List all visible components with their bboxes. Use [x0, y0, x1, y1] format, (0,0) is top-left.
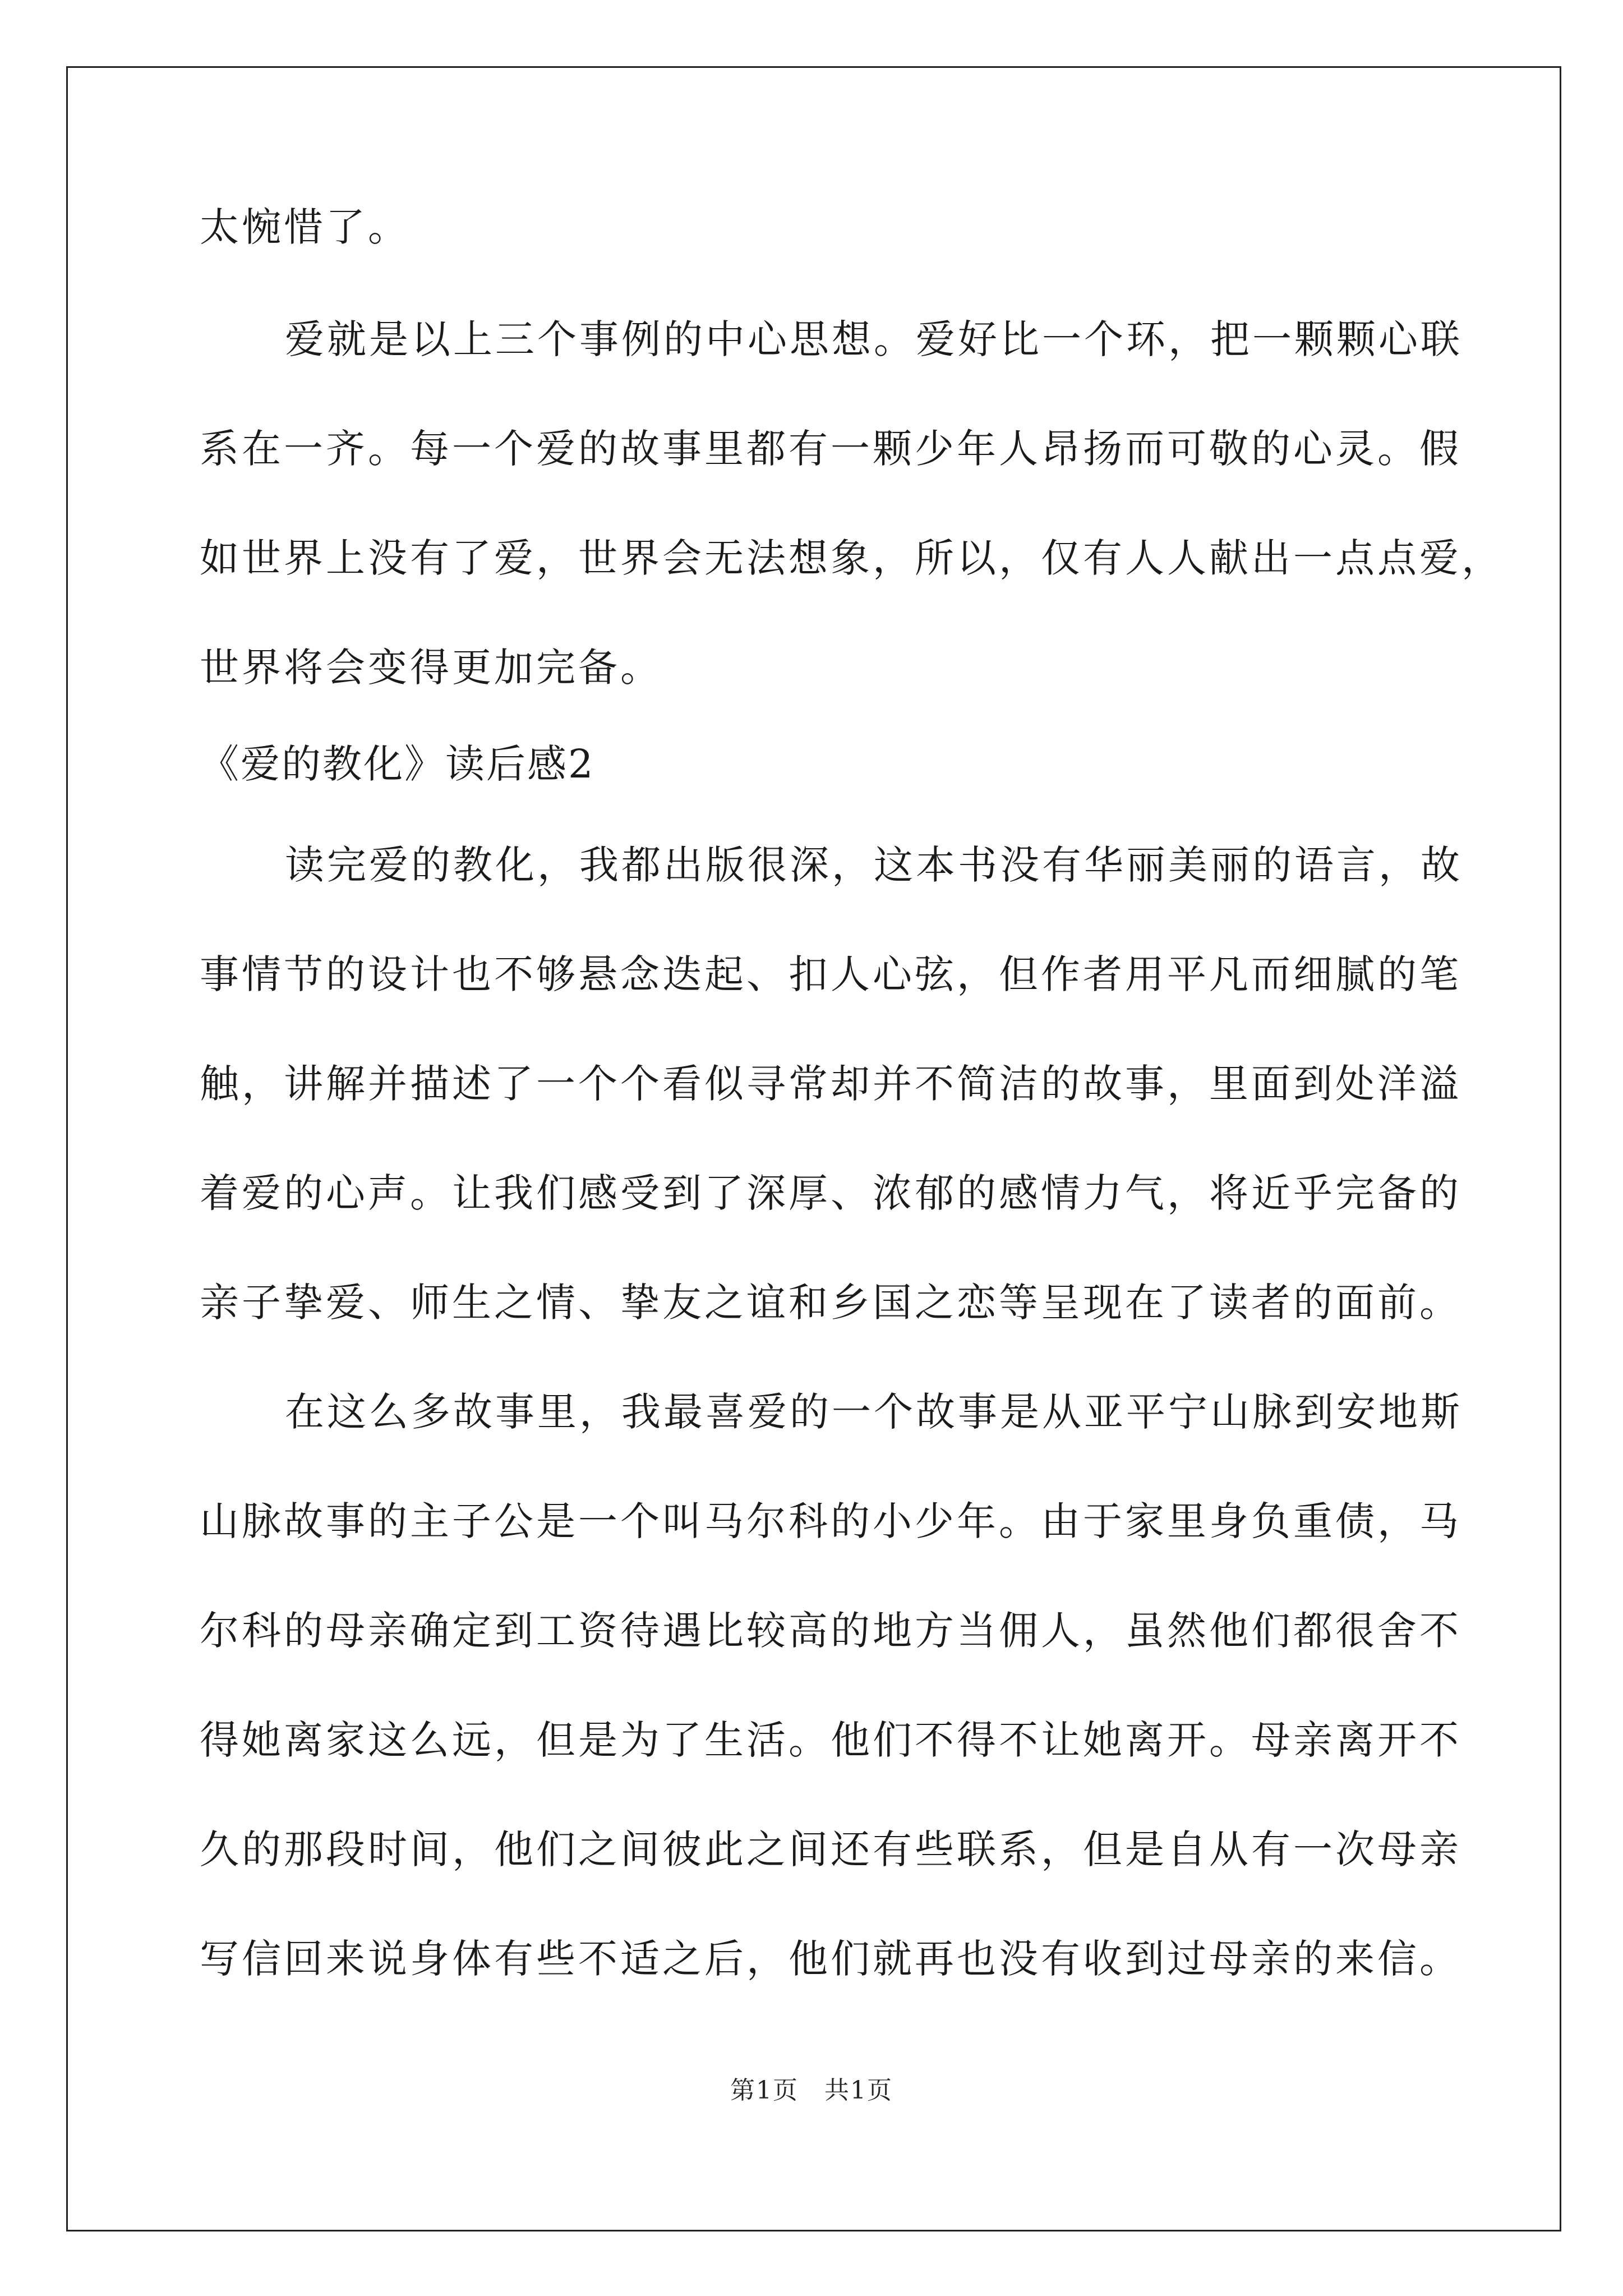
- text-line: 爱就是以上三个事例的中心思想。爱好比一个环，把一颗颗心联: [285, 316, 1463, 362]
- page-number-footer: 第1页 共1页: [730, 2076, 893, 2105]
- text-line: 触，讲解并描述了一个个看似寻常却并不简洁的故事，里面到处洋溢: [200, 1061, 1461, 1107]
- text-line: 系在一齐。每一个爱的故事里都有一颗少年人昂扬而可敬的心灵。假: [200, 426, 1461, 472]
- text-line: 得她离家这么远，但是为了生活。他们不得不让她离开。母亲离开不: [200, 1717, 1461, 1763]
- text-line: 着爱的心声。让我们感受到了深厚、浓郁的感情力气，将近乎完备的: [200, 1170, 1461, 1216]
- text-line: 久的那段时间，他们之间彼此之间还有些联系，但是自从有一次母亲: [200, 1826, 1461, 1872]
- text-line: 世界将会变得更加完备。: [200, 645, 662, 691]
- text-line: 亲子挚爱、师生之情、挚友之谊和乡国之恋等呈现在了读者的面前。: [200, 1280, 1461, 1326]
- text-line: 太惋惜了。: [200, 204, 410, 250]
- text-line: 山脉故事的主子公是一个叫马尔科的小少年。由于家里身负重债，马: [200, 1498, 1461, 1544]
- text-line: 如世界上没有了爱，世界会无法想象，所以，仅有人人献出一点点爱，: [200, 535, 1504, 581]
- text-line: 在这么多故事里，我最喜爱的一个故事是从亚平宁山脉到安地斯: [285, 1389, 1463, 1435]
- text-line: 尔科的母亲确定到工资待遇比较高的地方当佣人，虽然他们都很舍不: [200, 1608, 1461, 1654]
- text-line: 读完爱的教化，我都出版很深，这本书没有华丽美丽的语言，故: [285, 842, 1463, 888]
- section-heading: 《爱的教化》读后感2: [200, 741, 595, 787]
- document-body: [200, 204, 1504, 1982]
- text-line: 事情节的设计也不够悬念迭起、扣人心弦，但作者用平凡而细腻的笔: [200, 951, 1461, 997]
- text-line: 写信回来说身体有些不适之后，他们就再也没有收到过母亲的来信。: [200, 1936, 1461, 1982]
